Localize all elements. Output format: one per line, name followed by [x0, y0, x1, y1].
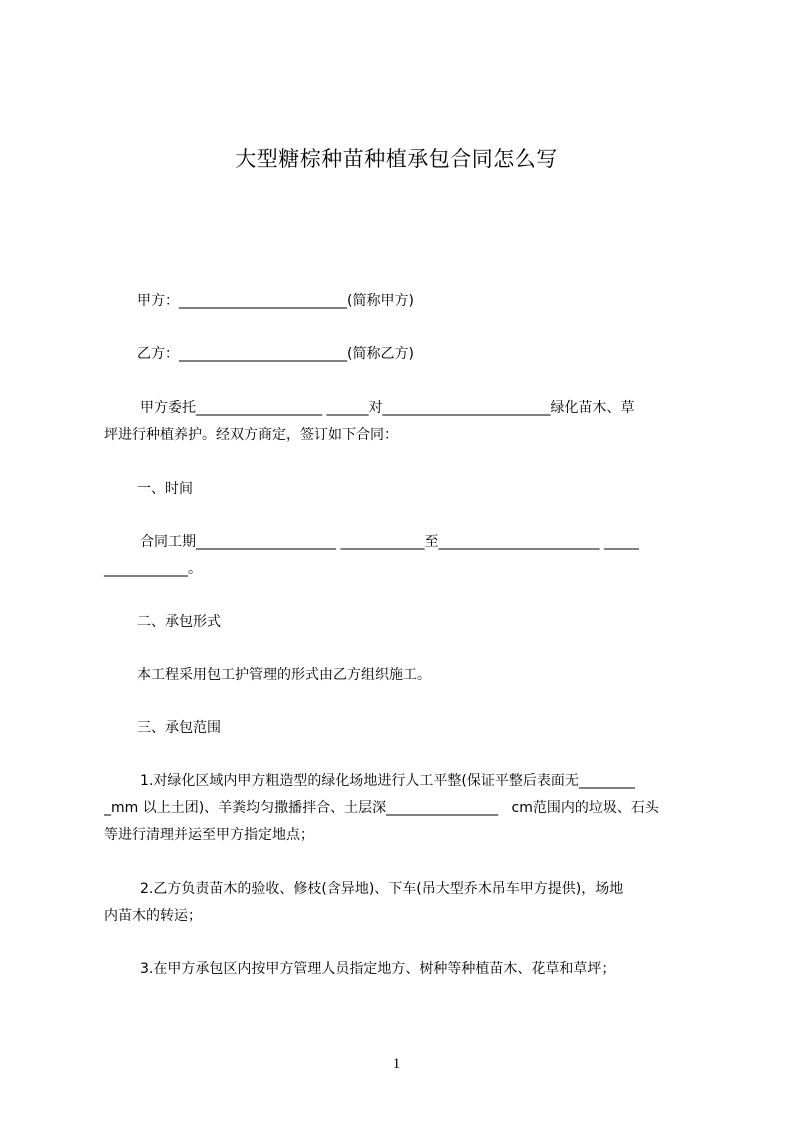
party-a-line: 甲方：________________________(简称甲方): [137, 293, 414, 309]
contract-period-line-2: ____________。: [104, 561, 202, 577]
item-1-line-1: 1.对绿化区域内甲方粗造型的绿化场地进行人工平整(保证平整后表面无________: [140, 773, 635, 789]
item-1-line-2: _mm 以上土团)、羊粪均匀撒播拌合、土层深________________ cm范围内的垃圾、石头: [104, 800, 659, 816]
section-3-heading: 三、承包范围: [137, 720, 221, 736]
document-title: 大型糖棕种苗种植承包合同怎么写: [235, 147, 558, 171]
contract-period-line-1: 合同工期____________________ ____________至_______________________ _____: [140, 534, 639, 550]
section-2-text: 本工程采用包工护管理的形式由乙方组织施工。: [137, 667, 431, 683]
section-2-heading: 二、承包形式: [137, 614, 221, 630]
item-2-line-2: 内苗木的转运；: [104, 908, 202, 924]
entrust-line-1: 甲方委托__________________ ______对________________________绿化苗木、草: [140, 400, 635, 416]
entrust-line-2: 坪进行种植养护。经双方商定，签订如下合同：: [104, 427, 398, 443]
item-1-line-3: 等进行清理并运至甲方指定地点；: [104, 827, 314, 843]
party-b-line: 乙方：________________________(简称乙方): [137, 346, 414, 362]
page-number: 1: [392, 1056, 401, 1072]
section-1-heading: 一、时间: [137, 481, 193, 497]
item-3-line-1: 3.在甲方承包区内按甲方管理人员指定地方、树种等种植苗木、花草和草坪；: [140, 961, 616, 977]
item-2-line-1: 2.乙方负责苗木的验收、修枝(含异地)、下车(吊大型乔木吊车甲方提供)，场地: [140, 881, 624, 897]
